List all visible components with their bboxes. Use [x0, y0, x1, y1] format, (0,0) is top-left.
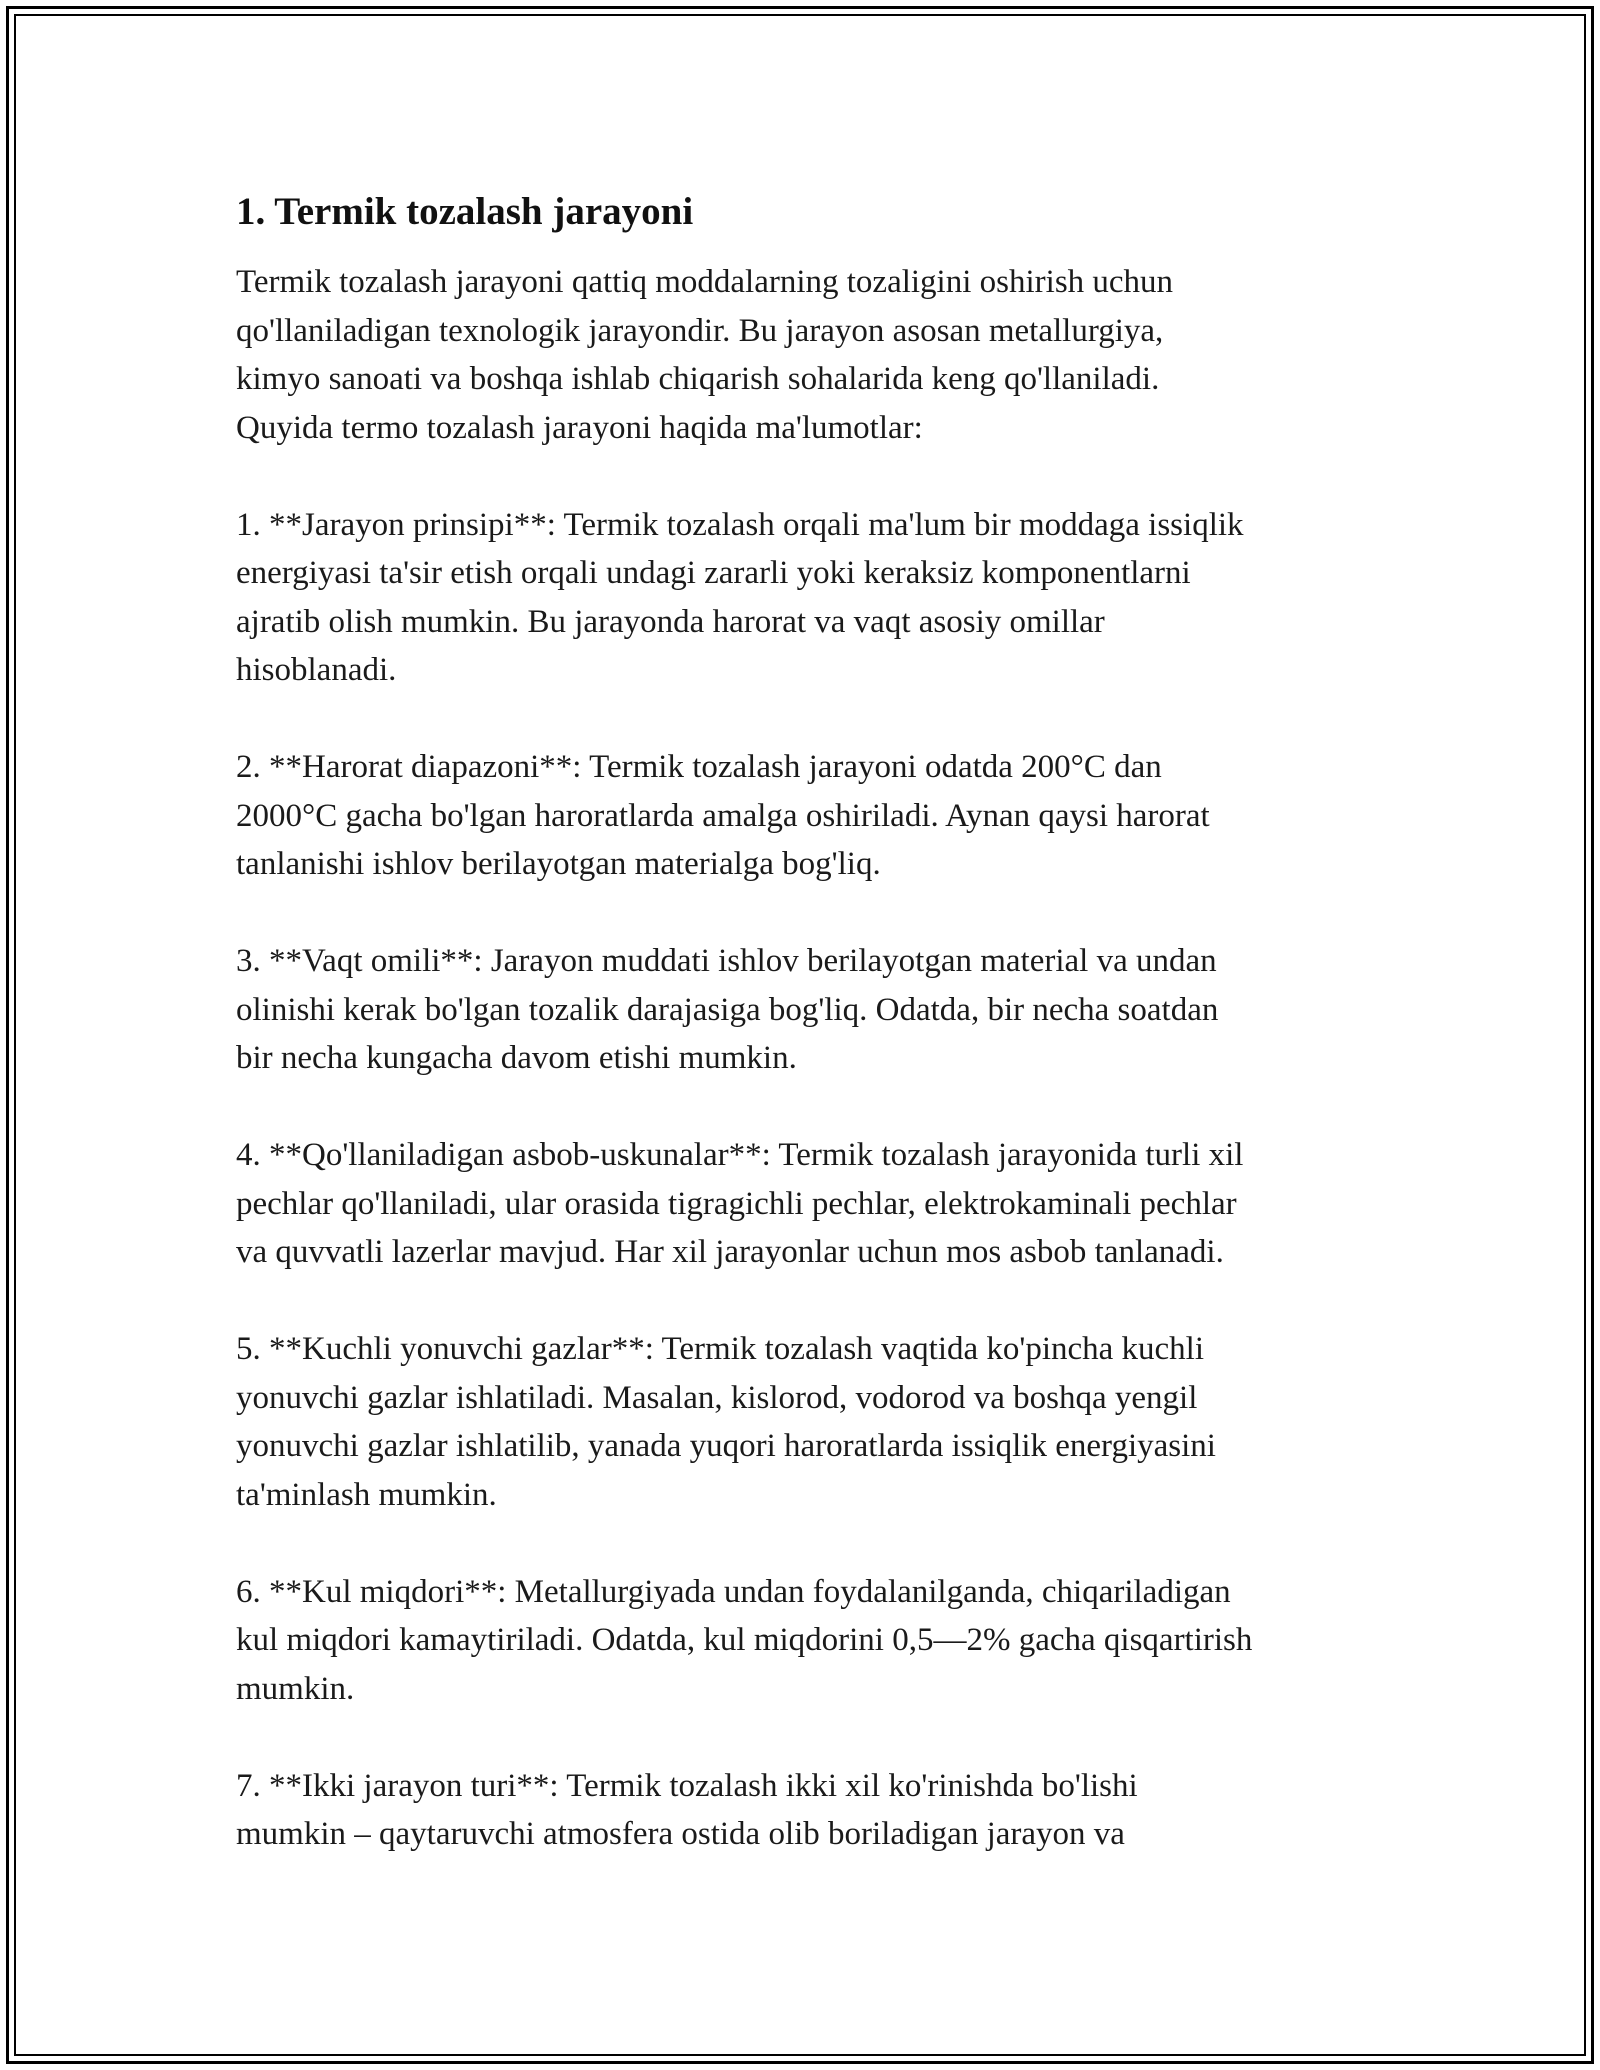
item-paragraph-5: 5. **Kuchli yonuvchi gazlar**: Termik tozalash vaqtida ko'pincha kuchli yonuvchi gazlar ishlatiladi. Masalan, kislorod, vodorod va boshqa yengil yonuvchi gazlar ishlatilib, yanada yuqori haroratlarda issiqlik energiyasini ta'minlash mumkin.	[236, 1331, 1216, 1513]
item-paragraph-2: 2. **Harorat diapazoni**: Termik tozalash jarayoni odatda 200°C dan 2000°C gacha bo'lgan haroratlarda amalga oshiriladi. Aynan qaysi harorat tanlanishi ishlov berilayotgan materialga bog'liq.	[236, 749, 1210, 882]
item-paragraph-1: 1. **Jarayon prinsipi**: Termik tozalash orqali ma'lum bir moddaga issiqlik energiyasi ta'sir etish orqali undagi zararli yoki keraksiz komponentlarni ajratib olish mumkin. Bu jarayonda harorat va vaqt asosiy omillar hisoblanadi.	[236, 506, 1244, 688]
item-paragraph-6: 6. **Kul miqdori**: Metallurgiyada undan foydalanilganda, chiqariladigan kul miqdori kamaytiriladi. Odatda, kul miqdorini 0,5—2% gacha qisqartirish mumkin.	[236, 1573, 1253, 1707]
intro-paragraph: Termik tozalash jarayoni qattiq moddalarning tozaligini oshirish uchun qo'llaniladigan texnologik jarayondir. Bu jarayon asosan metallurgiya, kimyo sanoati va boshqa ishlab chiqarish sohalarida keng qo'llaniladi. Quyida termo tozalash jarayoni haqida ma'lumotlar:	[236, 264, 1174, 446]
item-paragraph-3: 3. **Vaqt omili**: Jarayon muddati ishlov berilayotgan material va undan olinishi kerak bo'lgan tozalik darajasiga bog'liq. Odatda, bir necha soatdan bir necha kungacha davom etishi mumkin.	[236, 943, 1219, 1076]
document-body	[236, 188, 1386, 1859]
item-paragraph-4: 4. **Qo'llaniladigan asbob-uskunalar**: Termik tozalash jarayonida turli xil pechlar qo'llaniladi, ular orasida tigragichli pechlar, elektrokaminali pechlar va quvvatli lazerlar mavjud. Har xil jarayonlar uchun mos asbob tanlanadi.	[236, 1137, 1244, 1270]
section-heading: 1. Termik tozalash jarayoni	[236, 190, 694, 233]
item-paragraph-7: 7. **Ikki jarayon turi**: Termik tozalash ikki xil ko'rinishda bo'lishi mumkin – qaytaruvchi atmosfera ostida olib boriladigan jarayon va	[236, 1767, 1138, 1852]
